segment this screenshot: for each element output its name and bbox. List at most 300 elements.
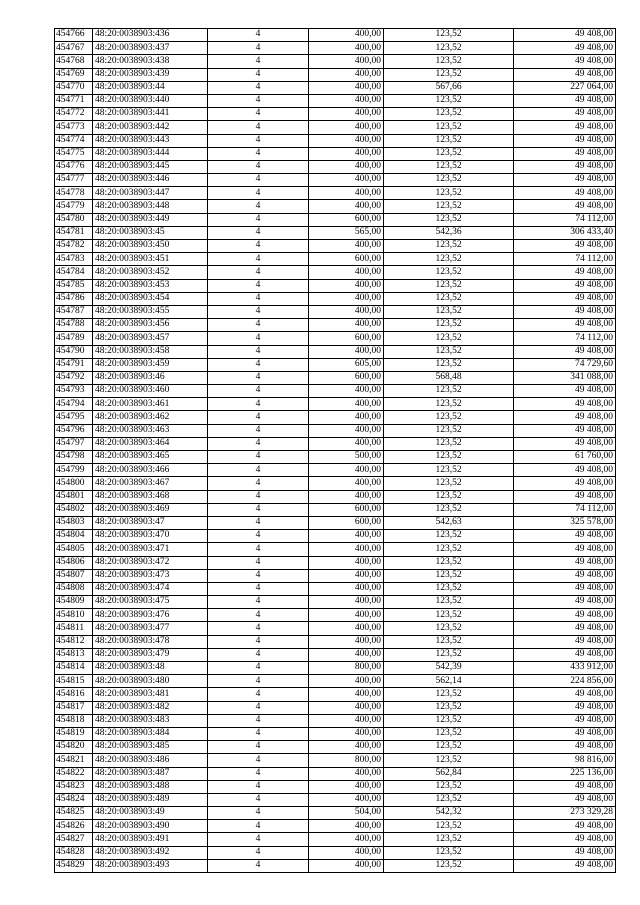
unit-value-cell: 123,52 bbox=[384, 490, 514, 503]
unit-value-cell: 567,66 bbox=[384, 81, 514, 94]
table-row bbox=[55, 437, 616, 450]
cadastral-number-cell: 48:20:0038903:451 bbox=[93, 253, 208, 266]
cadastral-number-cell: 48:20:0038903:437 bbox=[93, 42, 208, 55]
cadastral-value-cell: 49 408,00 bbox=[514, 266, 616, 279]
cadastral-value-cell: 49 408,00 bbox=[514, 292, 616, 305]
table-row bbox=[55, 187, 616, 200]
area-cell: 400,00 bbox=[309, 793, 384, 806]
row-number-cell: 454813 bbox=[55, 648, 93, 661]
table-row bbox=[55, 807, 616, 820]
area-cell: 400,00 bbox=[309, 648, 384, 661]
table-row bbox=[55, 371, 616, 384]
unit-value-cell: 123,52 bbox=[384, 398, 514, 411]
row-number-cell: 454781 bbox=[55, 226, 93, 239]
row-number-cell: 454822 bbox=[55, 767, 93, 780]
table-row bbox=[55, 464, 616, 477]
unit-value-cell: 123,52 bbox=[384, 424, 514, 437]
row-number-cell: 454826 bbox=[55, 820, 93, 833]
area-cell: 400,00 bbox=[309, 424, 384, 437]
unit-value-cell: 123,52 bbox=[384, 833, 514, 846]
cadastral-value-cell: 49 408,00 bbox=[514, 543, 616, 556]
unit-value-cell: 123,52 bbox=[384, 688, 514, 701]
unit-value-cell: 123,52 bbox=[384, 820, 514, 833]
table-row bbox=[55, 516, 616, 529]
cadastral-number-cell: 48:20:0038903:454 bbox=[93, 292, 208, 305]
cadastral-value-cell: 224 856,00 bbox=[514, 675, 616, 688]
row-number-cell: 454821 bbox=[55, 754, 93, 767]
unit-value-cell: 123,52 bbox=[384, 55, 514, 68]
table-row bbox=[55, 385, 616, 398]
unit-value-cell: 123,52 bbox=[384, 701, 514, 714]
cadastral-number-cell: 48:20:0038903:461 bbox=[93, 398, 208, 411]
category-cell: 4 bbox=[208, 754, 309, 767]
unit-value-cell: 123,52 bbox=[384, 635, 514, 648]
row-number-cell: 454802 bbox=[55, 503, 93, 516]
table-row bbox=[55, 596, 616, 609]
row-number-cell: 454776 bbox=[55, 160, 93, 173]
category-cell: 4 bbox=[208, 253, 309, 266]
unit-value-cell: 568,48 bbox=[384, 371, 514, 384]
area-cell: 400,00 bbox=[309, 345, 384, 358]
row-number-cell: 454773 bbox=[55, 121, 93, 134]
area-cell: 400,00 bbox=[309, 569, 384, 582]
row-number-cell: 454767 bbox=[55, 42, 93, 55]
category-cell: 4 bbox=[208, 490, 309, 503]
unit-value-cell: 123,52 bbox=[384, 464, 514, 477]
cadastral-number-cell: 48:20:0038903:466 bbox=[93, 464, 208, 477]
row-number-cell: 454766 bbox=[55, 29, 93, 42]
row-number-cell: 454775 bbox=[55, 147, 93, 160]
row-number-cell: 454808 bbox=[55, 582, 93, 595]
category-cell: 4 bbox=[208, 701, 309, 714]
unit-value-cell: 123,52 bbox=[384, 279, 514, 292]
category-cell: 4 bbox=[208, 741, 309, 754]
area-cell: 800,00 bbox=[309, 754, 384, 767]
cadastral-number-cell: 48:20:0038903:47 bbox=[93, 516, 208, 529]
cadastral-value-cell: 49 408,00 bbox=[514, 596, 616, 609]
area-cell: 400,00 bbox=[309, 780, 384, 793]
category-cell: 4 bbox=[208, 688, 309, 701]
row-number-cell: 454791 bbox=[55, 358, 93, 371]
cadastral-value-cell: 49 408,00 bbox=[514, 29, 616, 42]
cadastral-number-cell: 48:20:0038903:481 bbox=[93, 688, 208, 701]
row-number-cell: 454779 bbox=[55, 200, 93, 213]
cadastral-number-cell: 48:20:0038903:471 bbox=[93, 543, 208, 556]
cadastral-value-cell: 49 408,00 bbox=[514, 833, 616, 846]
cadastral-value-cell: 49 408,00 bbox=[514, 385, 616, 398]
cadastral-number-cell: 48:20:0038903:446 bbox=[93, 174, 208, 187]
cadastral-number-cell: 48:20:0038903:486 bbox=[93, 754, 208, 767]
table-row bbox=[55, 305, 616, 318]
cadastral-value-cell: 49 408,00 bbox=[514, 68, 616, 81]
unit-value-cell: 562,14 bbox=[384, 675, 514, 688]
row-number-cell: 454794 bbox=[55, 398, 93, 411]
row-number-cell: 454768 bbox=[55, 55, 93, 68]
cadastral-value-cell: 49 408,00 bbox=[514, 648, 616, 661]
cadastral-value-cell: 49 408,00 bbox=[514, 187, 616, 200]
cadastral-value-cell: 49 408,00 bbox=[514, 793, 616, 806]
category-cell: 4 bbox=[208, 200, 309, 213]
cadastral-number-cell: 48:20:0038903:445 bbox=[93, 160, 208, 173]
row-number-cell: 454816 bbox=[55, 688, 93, 701]
cadastral-number-cell: 48:20:0038903:488 bbox=[93, 780, 208, 793]
category-cell: 4 bbox=[208, 371, 309, 384]
table-row bbox=[55, 793, 616, 806]
cadastral-number-cell: 48:20:0038903:439 bbox=[93, 68, 208, 81]
cadastral-number-cell: 48:20:0038903:438 bbox=[93, 55, 208, 68]
table-row bbox=[55, 411, 616, 424]
cadastral-number-cell: 48:20:0038903:453 bbox=[93, 279, 208, 292]
area-cell: 400,00 bbox=[309, 200, 384, 213]
cadastral-number-cell: 48:20:0038903:492 bbox=[93, 846, 208, 859]
cadastral-number-cell: 48:20:0038903:489 bbox=[93, 793, 208, 806]
row-number-cell: 454810 bbox=[55, 609, 93, 622]
row-number-cell: 454777 bbox=[55, 174, 93, 187]
category-cell: 4 bbox=[208, 385, 309, 398]
row-number-cell: 454824 bbox=[55, 793, 93, 806]
cadastral-number-cell: 48:20:0038903:490 bbox=[93, 820, 208, 833]
cadastral-number-cell: 48:20:0038903:458 bbox=[93, 345, 208, 358]
category-cell: 4 bbox=[208, 780, 309, 793]
category-cell: 4 bbox=[208, 121, 309, 134]
row-number-cell: 454795 bbox=[55, 411, 93, 424]
row-number-cell: 454804 bbox=[55, 530, 93, 543]
area-cell: 400,00 bbox=[309, 29, 384, 42]
row-number-cell: 454782 bbox=[55, 240, 93, 253]
table-row bbox=[55, 859, 616, 872]
row-number-cell: 454785 bbox=[55, 279, 93, 292]
cadastral-value-cell: 49 408,00 bbox=[514, 701, 616, 714]
cadastral-value-cell: 49 408,00 bbox=[514, 200, 616, 213]
cadastral-value-cell: 49 408,00 bbox=[514, 622, 616, 635]
area-cell: 400,00 bbox=[309, 108, 384, 121]
unit-value-cell: 123,52 bbox=[384, 29, 514, 42]
cadastral-value-cell: 49 408,00 bbox=[514, 780, 616, 793]
cadastral-value-cell: 49 408,00 bbox=[514, 714, 616, 727]
cadastral-number-cell: 48:20:0038903:442 bbox=[93, 121, 208, 134]
area-cell: 605,00 bbox=[309, 358, 384, 371]
unit-value-cell: 123,52 bbox=[384, 793, 514, 806]
table-row bbox=[55, 754, 616, 767]
area-cell: 800,00 bbox=[309, 662, 384, 675]
row-number-cell: 454801 bbox=[55, 490, 93, 503]
row-number-cell: 454819 bbox=[55, 727, 93, 740]
cadastral-number-cell: 48:20:0038903:463 bbox=[93, 424, 208, 437]
row-number-cell: 454807 bbox=[55, 569, 93, 582]
cadastral-value-cell: 49 408,00 bbox=[514, 94, 616, 107]
unit-value-cell: 123,52 bbox=[384, 582, 514, 595]
unit-value-cell: 123,52 bbox=[384, 530, 514, 543]
category-cell: 4 bbox=[208, 767, 309, 780]
area-cell: 400,00 bbox=[309, 490, 384, 503]
row-number-cell: 454814 bbox=[55, 662, 93, 675]
area-cell: 400,00 bbox=[309, 543, 384, 556]
unit-value-cell: 123,52 bbox=[384, 596, 514, 609]
area-cell: 400,00 bbox=[309, 68, 384, 81]
area-cell: 400,00 bbox=[309, 464, 384, 477]
area-cell: 400,00 bbox=[309, 596, 384, 609]
area-cell: 600,00 bbox=[309, 213, 384, 226]
cadastral-number-cell: 48:20:0038903:480 bbox=[93, 675, 208, 688]
unit-value-cell: 123,52 bbox=[384, 253, 514, 266]
category-cell: 4 bbox=[208, 94, 309, 107]
table-row bbox=[55, 451, 616, 464]
cadastral-number-cell: 48:20:0038903:483 bbox=[93, 714, 208, 727]
area-cell: 400,00 bbox=[309, 477, 384, 490]
category-cell: 4 bbox=[208, 319, 309, 332]
table-row bbox=[55, 94, 616, 107]
area-cell: 400,00 bbox=[309, 55, 384, 68]
unit-value-cell: 123,52 bbox=[384, 648, 514, 661]
cadastral-value-cell: 225 136,00 bbox=[514, 767, 616, 780]
table-row bbox=[55, 319, 616, 332]
table-row bbox=[55, 727, 616, 740]
area-cell: 400,00 bbox=[309, 635, 384, 648]
area-cell: 400,00 bbox=[309, 820, 384, 833]
row-number-cell: 454798 bbox=[55, 451, 93, 464]
category-cell: 4 bbox=[208, 596, 309, 609]
category-cell: 4 bbox=[208, 147, 309, 160]
cadastral-value-cell: 74 112,00 bbox=[514, 332, 616, 345]
cadastral-value-cell: 49 408,00 bbox=[514, 134, 616, 147]
table-row bbox=[55, 662, 616, 675]
cadastral-number-cell: 48:20:0038903:45 bbox=[93, 226, 208, 239]
cadastral-number-cell: 48:20:0038903:487 bbox=[93, 767, 208, 780]
cadastral-value-cell: 49 408,00 bbox=[514, 108, 616, 121]
category-cell: 4 bbox=[208, 174, 309, 187]
cadastral-number-cell: 48:20:0038903:456 bbox=[93, 319, 208, 332]
cadastral-value-cell: 49 408,00 bbox=[514, 424, 616, 437]
unit-value-cell: 123,52 bbox=[384, 569, 514, 582]
cadastral-value-cell: 74 729,60 bbox=[514, 358, 616, 371]
row-number-cell: 454803 bbox=[55, 516, 93, 529]
table-row bbox=[55, 68, 616, 81]
unit-value-cell: 123,52 bbox=[384, 451, 514, 464]
table-row bbox=[55, 609, 616, 622]
cadastral-value-cell: 49 408,00 bbox=[514, 688, 616, 701]
table-row bbox=[55, 134, 616, 147]
cadastral-number-cell: 48:20:0038903:46 bbox=[93, 371, 208, 384]
area-cell: 600,00 bbox=[309, 253, 384, 266]
unit-value-cell: 123,52 bbox=[384, 160, 514, 173]
category-cell: 4 bbox=[208, 29, 309, 42]
unit-value-cell: 123,52 bbox=[384, 503, 514, 516]
table-row bbox=[55, 477, 616, 490]
table-row bbox=[55, 200, 616, 213]
cadastral-value-cell: 49 408,00 bbox=[514, 160, 616, 173]
unit-value-cell: 542,63 bbox=[384, 516, 514, 529]
category-cell: 4 bbox=[208, 807, 309, 820]
area-cell: 600,00 bbox=[309, 371, 384, 384]
row-number-cell: 454815 bbox=[55, 675, 93, 688]
cadastral-value-cell: 49 408,00 bbox=[514, 820, 616, 833]
unit-value-cell: 123,52 bbox=[384, 741, 514, 754]
category-cell: 4 bbox=[208, 675, 309, 688]
row-number-cell: 454787 bbox=[55, 305, 93, 318]
category-cell: 4 bbox=[208, 332, 309, 345]
category-cell: 4 bbox=[208, 793, 309, 806]
table-row bbox=[55, 635, 616, 648]
area-cell: 400,00 bbox=[309, 846, 384, 859]
unit-value-cell: 123,52 bbox=[384, 240, 514, 253]
area-cell: 600,00 bbox=[309, 332, 384, 345]
category-cell: 4 bbox=[208, 187, 309, 200]
table-row bbox=[55, 279, 616, 292]
table-row bbox=[55, 569, 616, 582]
category-cell: 4 bbox=[208, 226, 309, 239]
row-number-cell: 454806 bbox=[55, 556, 93, 569]
table-row bbox=[55, 253, 616, 266]
cadastral-value-cell: 74 112,00 bbox=[514, 253, 616, 266]
cadastral-value-cell: 49 408,00 bbox=[514, 174, 616, 187]
area-cell: 400,00 bbox=[309, 582, 384, 595]
cadastral-number-cell: 48:20:0038903:467 bbox=[93, 477, 208, 490]
cadastral-number-cell: 48:20:0038903:436 bbox=[93, 29, 208, 42]
cadastral-number-cell: 48:20:0038903:441 bbox=[93, 108, 208, 121]
area-cell: 400,00 bbox=[309, 556, 384, 569]
table-row bbox=[55, 820, 616, 833]
row-number-cell: 454786 bbox=[55, 292, 93, 305]
table-row bbox=[55, 490, 616, 503]
unit-value-cell: 123,52 bbox=[384, 147, 514, 160]
cadastral-number-cell: 48:20:0038903:477 bbox=[93, 622, 208, 635]
cadastral-number-cell: 48:20:0038903:484 bbox=[93, 727, 208, 740]
cadastral-number-cell: 48:20:0038903:462 bbox=[93, 411, 208, 424]
area-cell: 500,00 bbox=[309, 451, 384, 464]
table-row bbox=[55, 833, 616, 846]
cadastral-number-cell: 48:20:0038903:443 bbox=[93, 134, 208, 147]
unit-value-cell: 123,52 bbox=[384, 134, 514, 147]
row-number-cell: 454811 bbox=[55, 622, 93, 635]
cadastral-number-cell: 48:20:0038903:49 bbox=[93, 807, 208, 820]
category-cell: 4 bbox=[208, 266, 309, 279]
cadastral-value-cell: 49 408,00 bbox=[514, 55, 616, 68]
unit-value-cell: 562,84 bbox=[384, 767, 514, 780]
cadastral-value-cell: 49 408,00 bbox=[514, 530, 616, 543]
area-cell: 400,00 bbox=[309, 701, 384, 714]
cadastral-value-table bbox=[54, 28, 616, 873]
table-row bbox=[55, 767, 616, 780]
cadastral-number-cell: 48:20:0038903:493 bbox=[93, 859, 208, 872]
unit-value-cell: 123,52 bbox=[384, 94, 514, 107]
area-cell: 400,00 bbox=[309, 160, 384, 173]
table-row bbox=[55, 741, 616, 754]
category-cell: 4 bbox=[208, 714, 309, 727]
row-number-cell: 454825 bbox=[55, 807, 93, 820]
cadastral-number-cell: 48:20:0038903:465 bbox=[93, 451, 208, 464]
category-cell: 4 bbox=[208, 398, 309, 411]
category-cell: 4 bbox=[208, 622, 309, 635]
unit-value-cell: 123,52 bbox=[384, 477, 514, 490]
table-row bbox=[55, 701, 616, 714]
category-cell: 4 bbox=[208, 516, 309, 529]
cadastral-number-cell: 48:20:0038903:457 bbox=[93, 332, 208, 345]
category-cell: 4 bbox=[208, 451, 309, 464]
category-cell: 4 bbox=[208, 582, 309, 595]
row-number-cell: 454799 bbox=[55, 464, 93, 477]
table-row bbox=[55, 121, 616, 134]
cadastral-value-cell: 49 408,00 bbox=[514, 477, 616, 490]
area-cell: 400,00 bbox=[309, 240, 384, 253]
cadastral-value-cell: 49 408,00 bbox=[514, 582, 616, 595]
table-row bbox=[55, 29, 616, 42]
area-cell: 400,00 bbox=[309, 727, 384, 740]
unit-value-cell: 123,52 bbox=[384, 543, 514, 556]
cadastral-number-cell: 48:20:0038903:464 bbox=[93, 437, 208, 450]
cadastral-value-cell: 49 408,00 bbox=[514, 345, 616, 358]
cadastral-number-cell: 48:20:0038903:444 bbox=[93, 147, 208, 160]
table-row bbox=[55, 846, 616, 859]
row-number-cell: 454770 bbox=[55, 81, 93, 94]
cadastral-number-cell: 48:20:0038903:473 bbox=[93, 569, 208, 582]
cadastral-number-cell: 48:20:0038903:449 bbox=[93, 213, 208, 226]
table-row bbox=[55, 648, 616, 661]
area-cell: 400,00 bbox=[309, 385, 384, 398]
category-cell: 4 bbox=[208, 556, 309, 569]
cadastral-value-cell: 49 408,00 bbox=[514, 240, 616, 253]
unit-value-cell: 123,52 bbox=[384, 385, 514, 398]
unit-value-cell: 123,52 bbox=[384, 556, 514, 569]
row-number-cell: 454809 bbox=[55, 596, 93, 609]
cadastral-number-cell: 48:20:0038903:468 bbox=[93, 490, 208, 503]
category-cell: 4 bbox=[208, 68, 309, 81]
area-cell: 400,00 bbox=[309, 134, 384, 147]
cadastral-value-cell: 61 760,00 bbox=[514, 451, 616, 464]
row-number-cell: 454812 bbox=[55, 635, 93, 648]
cadastral-number-cell: 48:20:0038903:448 bbox=[93, 200, 208, 213]
area-cell: 400,00 bbox=[309, 622, 384, 635]
category-cell: 4 bbox=[208, 42, 309, 55]
area-cell: 400,00 bbox=[309, 859, 384, 872]
table-row bbox=[55, 266, 616, 279]
table-row bbox=[55, 81, 616, 94]
area-cell: 504,00 bbox=[309, 807, 384, 820]
unit-value-cell: 123,52 bbox=[384, 622, 514, 635]
category-cell: 4 bbox=[208, 108, 309, 121]
cadastral-value-cell: 49 408,00 bbox=[514, 42, 616, 55]
unit-value-cell: 123,52 bbox=[384, 42, 514, 55]
area-cell: 600,00 bbox=[309, 516, 384, 529]
area-cell: 400,00 bbox=[309, 833, 384, 846]
cadastral-value-cell: 306 433,40 bbox=[514, 226, 616, 239]
table-row bbox=[55, 160, 616, 173]
category-cell: 4 bbox=[208, 530, 309, 543]
row-number-cell: 454790 bbox=[55, 345, 93, 358]
row-number-cell: 454793 bbox=[55, 385, 93, 398]
cadastral-value-cell: 49 408,00 bbox=[514, 121, 616, 134]
area-cell: 400,00 bbox=[309, 319, 384, 332]
cadastral-value-cell: 49 408,00 bbox=[514, 859, 616, 872]
cadastral-value-cell: 433 912,00 bbox=[514, 662, 616, 675]
unit-value-cell: 123,52 bbox=[384, 200, 514, 213]
cadastral-value-cell: 227 064,00 bbox=[514, 81, 616, 94]
category-cell: 4 bbox=[208, 81, 309, 94]
category-cell: 4 bbox=[208, 635, 309, 648]
cadastral-number-cell: 48:20:0038903:447 bbox=[93, 187, 208, 200]
row-number-cell: 454780 bbox=[55, 213, 93, 226]
cadastral-number-cell: 48:20:0038903:479 bbox=[93, 648, 208, 661]
table-row bbox=[55, 398, 616, 411]
table-row bbox=[55, 292, 616, 305]
category-cell: 4 bbox=[208, 503, 309, 516]
area-cell: 400,00 bbox=[309, 121, 384, 134]
area-cell: 400,00 bbox=[309, 437, 384, 450]
row-number-cell: 454789 bbox=[55, 332, 93, 345]
cadastral-value-cell: 49 408,00 bbox=[514, 319, 616, 332]
area-cell: 400,00 bbox=[309, 411, 384, 424]
row-number-cell: 454820 bbox=[55, 741, 93, 754]
unit-value-cell: 123,52 bbox=[384, 187, 514, 200]
